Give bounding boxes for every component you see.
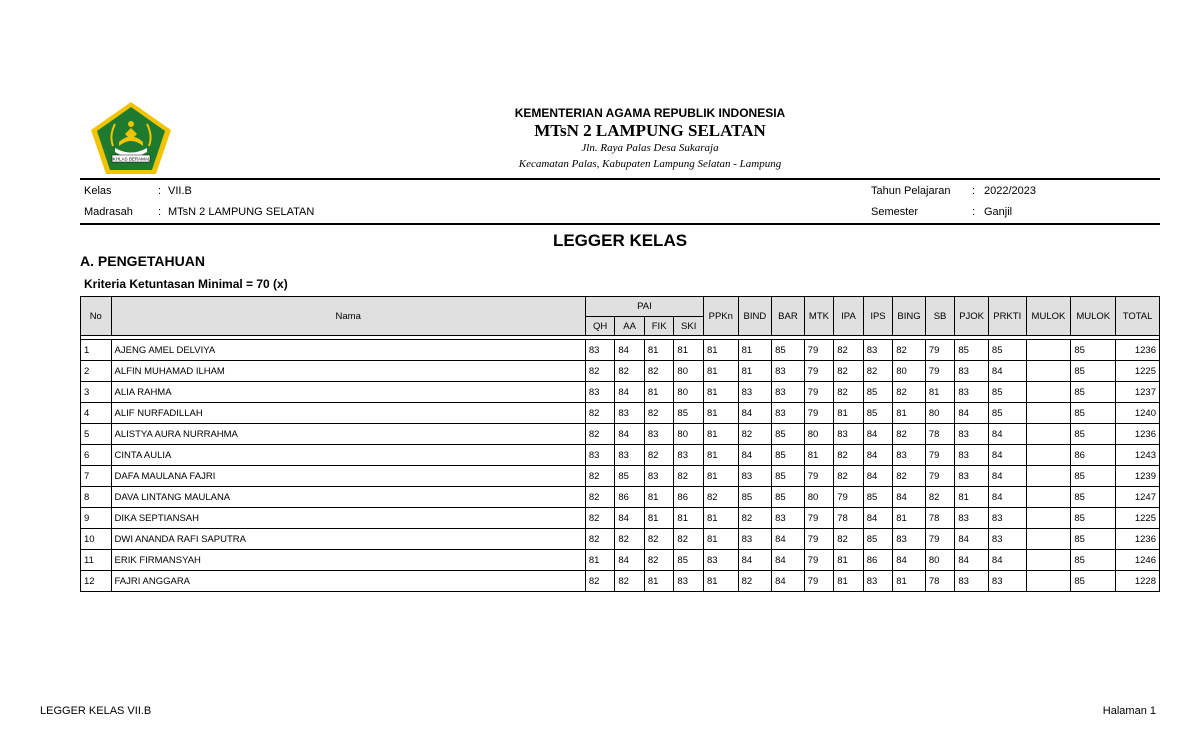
col-header-pai-subject: AA [615,317,645,336]
score-cell [1026,445,1071,466]
score-cell: 81 [703,424,738,445]
score-cell: 81 [834,550,864,571]
score-cell: 84 [863,424,893,445]
score-cell [1026,403,1071,424]
score-cell: 85 [955,340,989,361]
score-cell: 83 [955,508,989,529]
score-cell: 81 [703,571,738,592]
score-cell: 85 [988,382,1026,403]
student-name: ALIF NURFADILLAH [111,403,585,424]
score-cell: 78 [834,508,864,529]
score-cell: 84 [615,424,645,445]
score-cell: 82 [585,424,615,445]
score-cell: 82 [925,487,955,508]
score-cell: 84 [988,466,1026,487]
score-cell: 83 [644,424,674,445]
header-rule-top [80,178,1160,180]
score-cell: 80 [674,382,704,403]
score-cell: 82 [644,445,674,466]
score-cell: 84 [863,508,893,529]
col-header-pai-subject: QH [585,317,615,336]
score-cell: 81 [834,571,864,592]
kelas-separator: : [158,185,162,197]
col-header-total: TOTAL [1116,297,1160,336]
score-cell: 79 [804,340,834,361]
row-number: 8 [81,487,112,508]
score-cell: 84 [988,487,1026,508]
row-number: 6 [81,445,112,466]
score-cell: 84 [955,550,989,571]
page-title: LEGGER KELAS [552,231,688,250]
score-cell: 82 [834,361,864,382]
score-cell: 84 [738,403,772,424]
col-header-subject: PPKn [703,297,738,336]
score-cell: 83 [988,571,1026,592]
score-cell [1026,382,1071,403]
score-cell [1026,571,1071,592]
score-cell: 85 [863,529,893,550]
score-cell: 85 [674,550,704,571]
score-cell: 84 [893,550,926,571]
score-cell: 83 [674,571,704,592]
score-cell: 84 [615,340,645,361]
score-cell: 78 [925,424,955,445]
score-cell: 80 [925,550,955,571]
table-row [81,529,1160,550]
school-district: Kecamatan Palas, Kabupaten Lampung Selatan - Lampung [518,158,782,170]
score-cell: 82 [585,361,615,382]
table-row [81,361,1160,382]
legger-body [81,336,1160,592]
score-cell [1026,508,1071,529]
score-cell: 80 [804,424,834,445]
score-cell: 83 [772,382,805,403]
score-cell: 80 [674,361,704,382]
score-cell: 84 [955,403,989,424]
student-name: FAJRI ANGGARA [111,571,585,592]
col-header-subject: MTK [804,297,834,336]
score-cell [1026,424,1071,445]
score-cell: 83 [772,361,805,382]
total-cell: 1225 [1116,508,1160,529]
score-cell: 81 [703,508,738,529]
total-cell: 1236 [1116,424,1160,445]
score-cell: 84 [863,466,893,487]
score-cell: 81 [955,487,989,508]
score-cell: 79 [925,466,955,487]
score-cell: 81 [893,403,926,424]
footer-document-name: LEGGER KELAS VII.B [40,705,152,717]
score-cell: 81 [925,382,955,403]
score-cell: 82 [644,403,674,424]
madrasah-separator: : [158,206,162,218]
score-cell: 85 [1071,487,1116,508]
score-cell: 85 [674,403,704,424]
score-cell: 83 [988,508,1026,529]
score-cell: 83 [863,571,893,592]
score-cell: 86 [615,487,645,508]
score-cell: 82 [893,340,926,361]
score-cell: 83 [893,445,926,466]
score-cell: 85 [1071,361,1116,382]
score-cell: 79 [804,466,834,487]
score-cell: 81 [893,508,926,529]
score-cell: 82 [585,529,615,550]
score-cell: 83 [585,382,615,403]
score-cell: 78 [925,571,955,592]
score-cell: 84 [772,571,805,592]
score-cell: 83 [703,550,738,571]
score-cell: 85 [772,487,805,508]
score-cell: 82 [834,382,864,403]
student-name: ALISTYA AURA NURRAHMA [111,424,585,445]
score-cell: 85 [772,424,805,445]
row-number: 12 [81,571,112,592]
student-name: AJENG AMEL DELVIYA [111,340,585,361]
score-cell: 82 [703,487,738,508]
score-cell: 85 [988,403,1026,424]
score-cell: 82 [644,550,674,571]
score-cell: 82 [738,424,772,445]
table-row [81,508,1160,529]
score-cell: 81 [703,529,738,550]
score-cell: 82 [674,466,704,487]
score-cell: 82 [585,466,615,487]
score-cell: 82 [644,529,674,550]
score-cell: 79 [804,361,834,382]
score-cell: 83 [585,445,615,466]
total-cell: 1240 [1116,403,1160,424]
score-cell: 79 [804,550,834,571]
score-cell: 82 [615,529,645,550]
col-header-subject: BING [893,297,926,336]
score-cell: 81 [703,382,738,403]
score-cell: 82 [615,571,645,592]
col-header-no: No [81,297,112,336]
kelas-value: VII.B [168,185,192,197]
kelas-label: Kelas [84,185,112,197]
score-cell: 84 [988,550,1026,571]
table-row [81,550,1160,571]
score-cell: 84 [738,445,772,466]
score-cell: 83 [585,340,615,361]
total-cell: 1247 [1116,487,1160,508]
score-cell: 82 [585,571,615,592]
score-cell: 81 [738,361,772,382]
score-cell: 81 [703,445,738,466]
ministry-name: KEMENTERIAN AGAMA REPUBLIK INDONESIA [514,106,786,120]
score-cell: 85 [1071,424,1116,445]
table-row [81,403,1160,424]
score-cell: 82 [834,445,864,466]
score-cell: 82 [834,466,864,487]
score-cell: 79 [804,571,834,592]
tahun-value: 2022/2023 [984,185,1036,197]
col-header-subject: MULOK [1071,297,1116,336]
score-cell: 82 [863,361,893,382]
score-cell: 85 [1071,529,1116,550]
score-cell: 81 [703,466,738,487]
score-cell: 85 [615,466,645,487]
score-cell: 82 [834,529,864,550]
footer-page-number: Halaman 1 [1102,705,1156,717]
score-cell: 82 [893,466,926,487]
student-name: CINTA AULIA [111,445,585,466]
score-cell: 83 [955,382,989,403]
header-rule-bottom [80,223,1160,225]
col-header-pai-subject: SKI [674,317,704,336]
col-header-pai-subject: FIK [644,317,674,336]
row-number: 4 [81,403,112,424]
total-cell: 1243 [1116,445,1160,466]
score-cell: 85 [1071,508,1116,529]
score-cell: 85 [772,340,805,361]
score-cell [1026,529,1071,550]
score-cell [1026,361,1071,382]
score-cell: 83 [674,445,704,466]
col-header-subject: PJOK [955,297,989,336]
score-cell: 79 [804,382,834,403]
score-cell: 86 [674,487,704,508]
score-cell: 84 [988,424,1026,445]
row-number: 2 [81,361,112,382]
ministry-logo [89,100,173,176]
tahun-label: Tahun Pelajaran [871,185,951,197]
table-row [81,571,1160,592]
table-row [81,340,1160,361]
school-name: MTsN 2 LAMPUNG SELATAN [534,121,766,140]
school-address: Jln. Raya Palas Desa Sukaraja [581,142,719,154]
madrasah-label: Madrasah [84,206,133,218]
score-cell: 83 [988,529,1026,550]
row-number: 7 [81,466,112,487]
score-cell: 79 [925,445,955,466]
score-cell: 82 [674,529,704,550]
col-header-subject: MULOK [1026,297,1071,336]
score-cell: 79 [925,529,955,550]
student-name: DIKA SEPTIANSAH [111,508,585,529]
score-cell: 83 [772,403,805,424]
score-cell [1026,466,1071,487]
score-cell: 85 [1071,571,1116,592]
score-cell: 83 [615,403,645,424]
col-header-subject: IPA [834,297,864,336]
table-row [81,382,1160,403]
student-name: ALIA RAHMA [111,382,585,403]
score-cell: 80 [893,361,926,382]
total-cell: 1237 [1116,382,1160,403]
score-cell: 84 [615,382,645,403]
row-number: 1 [81,340,112,361]
score-cell: 84 [615,508,645,529]
total-cell: 1246 [1116,550,1160,571]
score-cell: 84 [772,550,805,571]
score-cell: 83 [955,445,989,466]
semester-separator: : [972,206,976,218]
score-cell: 79 [925,340,955,361]
score-cell: 83 [834,424,864,445]
student-name: DWI ANANDA RAFI SAPUTRA [111,529,585,550]
score-cell: 79 [804,508,834,529]
score-cell: 78 [925,508,955,529]
col-header-pai: PAI [585,297,703,317]
score-cell: 86 [863,550,893,571]
total-cell: 1236 [1116,529,1160,550]
score-cell: 83 [738,529,772,550]
madrasah-value: MTsN 2 LAMPUNG SELATAN [168,206,315,218]
tahun-separator: : [972,185,976,197]
student-name: DAVA LINTANG MAULANA [111,487,585,508]
table-row [81,466,1160,487]
score-cell: 85 [1071,340,1116,361]
student-name: DAFA MAULANA FAJRI [111,466,585,487]
score-cell: 81 [738,340,772,361]
row-number: 11 [81,550,112,571]
table-row [81,424,1160,445]
score-cell: 81 [644,571,674,592]
score-cell: 83 [955,361,989,382]
row-number: 10 [81,529,112,550]
score-cell: 82 [738,508,772,529]
score-cell: 80 [804,487,834,508]
score-cell [1026,487,1071,508]
score-cell: 85 [1071,550,1116,571]
score-cell: 81 [703,403,738,424]
score-cell: 85 [988,340,1026,361]
row-number: 3 [81,382,112,403]
score-cell: 85 [1071,466,1116,487]
legger-table [80,296,1160,592]
score-cell: 80 [674,424,704,445]
col-header-subject: BAR [772,297,805,336]
score-cell: 82 [893,424,926,445]
score-cell: 82 [644,361,674,382]
total-cell: 1228 [1116,571,1160,592]
col-header-subject: PRKTI [988,297,1026,336]
score-cell: 85 [1071,382,1116,403]
score-cell: 81 [644,340,674,361]
score-cell: 81 [834,403,864,424]
ministry-emblem-icon [89,100,173,176]
score-cell: 85 [1071,403,1116,424]
score-cell: 83 [955,466,989,487]
row-number: 5 [81,424,112,445]
score-cell: 80 [925,403,955,424]
col-header-subject: BIND [738,297,772,336]
score-cell [1026,550,1071,571]
score-cell: 85 [863,382,893,403]
score-cell: 84 [738,550,772,571]
score-cell: 82 [585,403,615,424]
score-cell: 82 [738,571,772,592]
score-cell: 84 [955,529,989,550]
score-cell: 82 [893,382,926,403]
row-number: 9 [81,508,112,529]
col-header-nama: Nama [111,297,585,336]
score-cell: 82 [585,508,615,529]
score-cell: 84 [988,445,1026,466]
score-cell: 81 [644,508,674,529]
semester-label: Semester [871,206,919,218]
score-cell: 82 [585,487,615,508]
score-cell: 81 [893,571,926,592]
score-cell: 81 [674,340,704,361]
score-cell: 85 [863,403,893,424]
score-cell: 85 [863,487,893,508]
score-cell: 79 [834,487,864,508]
score-cell: 84 [863,445,893,466]
score-cell: 81 [674,508,704,529]
col-header-subject: IPS [863,297,893,336]
table-row [81,445,1160,466]
score-cell: 85 [738,487,772,508]
kkm-note: Kriteria Ketuntasan Minimal = 70 (x) [84,277,288,291]
score-cell: 81 [644,382,674,403]
score-cell: 82 [834,340,864,361]
score-cell: 85 [772,445,805,466]
score-cell: 79 [804,529,834,550]
student-name: ALFIN MUHAMAD ILHAM [111,361,585,382]
score-cell: 84 [893,487,926,508]
score-cell: 83 [738,466,772,487]
score-cell [1026,340,1071,361]
col-header-subject: SB [925,297,955,336]
score-cell: 79 [804,403,834,424]
score-cell: 81 [644,487,674,508]
score-cell: 81 [703,361,738,382]
score-cell: 83 [863,340,893,361]
score-cell: 82 [615,361,645,382]
total-cell: 1225 [1116,361,1160,382]
score-cell: 83 [615,445,645,466]
semester-value: Ganjil [984,206,1013,218]
student-name: ERIK FIRMANSYAH [111,550,585,571]
table-row [81,487,1160,508]
total-cell: 1236 [1116,340,1160,361]
score-cell: 84 [772,529,805,550]
total-cell: 1239 [1116,466,1160,487]
score-cell: 83 [893,529,926,550]
score-cell: 81 [703,340,738,361]
score-cell: 83 [738,382,772,403]
score-cell: 83 [955,571,989,592]
score-cell: 79 [925,361,955,382]
score-cell: 84 [988,361,1026,382]
score-cell: 83 [772,508,805,529]
score-cell: 83 [644,466,674,487]
score-cell: 81 [585,550,615,571]
score-cell: 86 [1071,445,1116,466]
score-cell: 83 [955,424,989,445]
logo-banner-text: IKHLAS BERAMAL [111,156,151,162]
score-cell: 85 [772,466,805,487]
section-heading: A. PENGETAHUAN [80,253,205,269]
score-cell: 81 [804,445,834,466]
score-cell: 84 [615,550,645,571]
